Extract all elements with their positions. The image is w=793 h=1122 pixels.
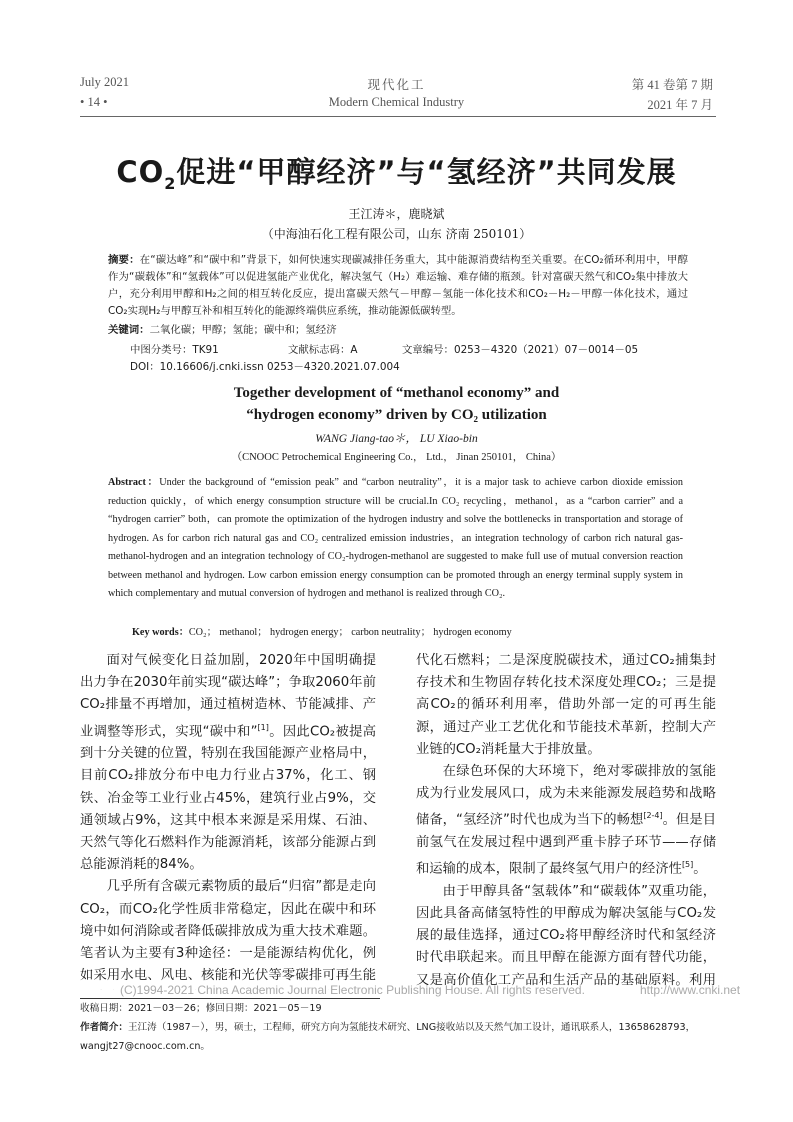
abstract-cn: 摘要：在“碳达峰”和“碳中和”背景下，如何快速实现碳减排任务重大，其中能源消费结构至关重要。在CO₂循环利用中，甲醇作为“碳载体”和“氢载体”可以促进氢能产业优化，解决氢气（H₂）难运输、难存储的瓶颈。针对富碳天然气和CO₂集中排放大户，充分利用甲醇和H₂之间的相互转化反应，提出富碳天然气－甲醇－氢能一体化技术和CO₂－H₂－甲醇一体化技术，通过CO₂实现H₂与甲醇互补和相互转化的能源终端供应系统，推动能源低碳转型。 [108, 254, 688, 317]
abstract-en: Abstract：Under the background of “emission peak” and “carbon neutrality”，it is a major task to achieve carbon dioxide emission reduction quickly，of which energy consumption structure will be crucial.In CO₂ recycling，methanol，as a “carbon carrier” and a “hydrogen carrier” both，can promote the optimization of the hydrogen industry and solve the bottlenecks in transportation and storage of hydrogen. As for carbon rich natural gas and CO₂ centralized emission industries，an integration technology of carbon rich natural gas-methanol-hydrogen and an integration technology of CO₂-hydrogen-methanol are suggested to make full use of mutual conversion reaction between methanol and hydrogen. Low carbon emission energy consumption can be promoted through an energy terminal supply system in which complementary and mutual conversion of hydrogen and methanol is realized through CO₂. [108, 477, 683, 599]
header-volume: 第 41 卷第 7 期 [631, 78, 713, 92]
body-column-right [416, 650, 716, 990]
english-title-line1: Together development of “methanol economy” and [233, 385, 560, 401]
received-date: 收稿日期：2021－03－26；修回日期：2021－05－19 [80, 1003, 322, 1014]
affiliation-en: （CNOOC Petrochemical Engineering Co.， Ltd.， Jinan 250101， China） [231, 452, 562, 463]
doi: DOI：10.16606/j.cnki.issn 0253－4320.2021.07.004 [130, 361, 400, 373]
footnote-divider [80, 998, 380, 999]
header-date-cn: 2021 年 7 月 [647, 98, 713, 112]
header-journal-cn: 现代化工 [367, 78, 426, 92]
keywords-cn: 关键词：二氧化碳；甲醇；氢能；碳中和；氢经济 [108, 324, 337, 336]
document-code: 文献标志码：A [288, 344, 358, 356]
citation: [1] [257, 722, 269, 732]
copyright-watermark: (C)1994-2021 China Academic Journal Electronic Publishing House. All rights reserved. [120, 983, 585, 997]
paragraph: 在绿色环保的大环境下，绝对零碳排放的氢能成为行业发展风口，成为未来能源发展趋势和战略储备，“氢经济”时代也成为当下的畅想[2-4]。但是目前氢气在发展过程中遇到严重卡脖子环节——存储和运输的成本，限制了最终氢气用户的经济性[5]。 [416, 764, 716, 877]
watermark-url[interactable]: http://www.cnki.net [640, 983, 741, 997]
header-date-en: July 2021 [80, 75, 129, 89]
citation: [5] [681, 860, 694, 870]
header-journal-en: Modern Chemical Industry [328, 95, 465, 109]
paragraph: 面对气候变化日益加剧，2020年中国明确提出力争在2030年前实现“碳达峰”；争取2060年前CO₂排量不再增加，通过植树造林、节能减排、产业调整等形式，实现“碳中和”[1]。因此CO₂被提高到十分关键的位置，特别在我国能源产业格局中，目前CO₂排放分布中电力行业占37%，化工、钢铁、冶金等工业行业占45%，建筑行业占9%，交通领域占9%，这其中根本来源是采用煤、石油、天然气等化石燃料作为能源消耗，该部分能源占到总能源消耗的84%。 [80, 653, 376, 873]
page-title: $CO_2$促进“甲醇经济”与“氢经济”共同发展 [116, 155, 677, 193]
authors-cn: 王江涛＊，鹿晓斌 [348, 207, 445, 221]
english-title-line2: “hydrogen economy” driven by CO₂ utilization [246, 407, 547, 423]
keywords-en: Key words：CO₂； methanol； hydrogen energy； carbon neutrality； hydrogen economy [132, 627, 512, 638]
paragraph: 由于甲醇具备“氢载体”和“碳载体”双重功能，因此具备高储氢特性的甲醇成为解决氢能与CO₂发展的最佳选择，通过CO₂将甲醇经济时代和氢经济时代串联起来。而且甲醇在能源方面有替代功能，又是高价值化工产品和生活产品的基础原料。利用 [416, 883, 716, 988]
paragraph: 几乎所有含碳元素物质的最后“归宿”都是走向CO₂，而CO₂化学性质非常稳定，因此在碳中和环境中如何消除或者降低碳排放成为重大技术难题。笔者认为主要有3种途径：一是能源结构优化，例如采用水电、风电、核能和光伏等零碳排可再生能 [80, 879, 376, 984]
body-column-left [80, 650, 376, 990]
paragraph: 代化石燃料；二是深度脱碳技术，通过CO₂捕集封存技术和生物固存转化技术深度处理CO₂；三是提高CO₂的循环利用率，借助外部一定的可再生能源，通过产业工艺优化和节能技术革新，控制大产业链的CO₂消耗量大于排放量。 [416, 653, 716, 757]
header-divider [80, 116, 716, 117]
header-page-number: • 14 • [80, 95, 108, 109]
affiliation-cn: （中海油石化工程有限公司，山东 济南 250101） [261, 227, 532, 241]
authors-en: WANG Jiang-tao＊， LU Xiao-bin [315, 433, 478, 445]
clc-number: 中图分类号：TK91 [130, 344, 219, 356]
author-bio: 作者简介：王江涛（1987－），男，硕士，工程师，研究方向为氢能技术研究、LNG接收站以及天然气加工设计，通讯联系人，13658628793，wangjt27@cnooc.com.cn。 [80, 1022, 696, 1052]
citation: [2-4] [643, 811, 663, 821]
article-number: 文章编号：0253－4320（2021）07－0014－05 [402, 344, 639, 356]
